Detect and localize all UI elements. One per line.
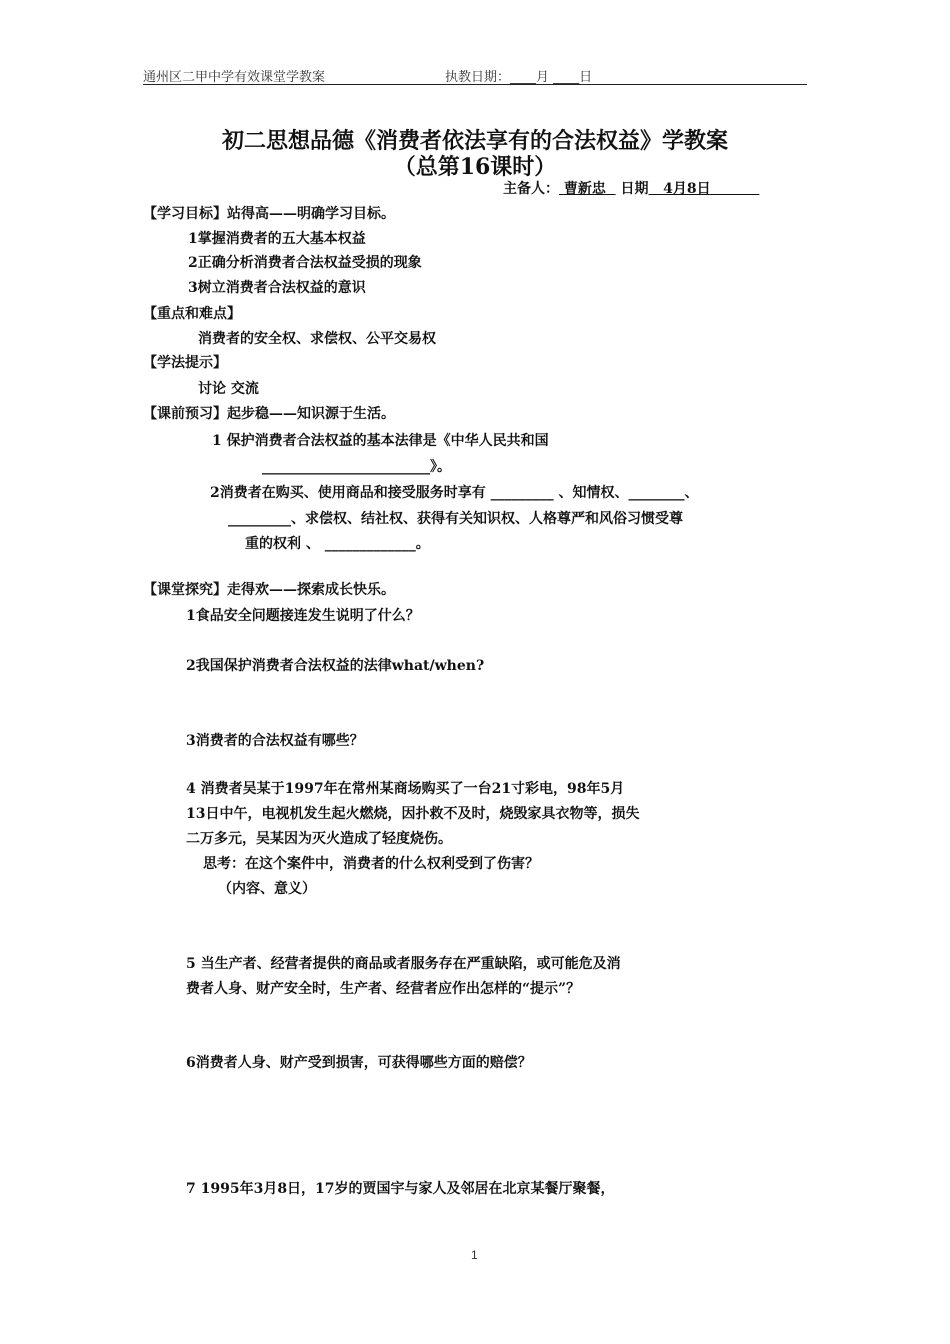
section-goals-title: 【学习目标】站得高——明确学习目标。 (143, 206, 395, 222)
method-content: 讨论 交流 (198, 381, 259, 397)
preview-q1: 1 保护消费者合法权益的基本法律是《中华人民共和国 (212, 433, 549, 449)
preview-q2: 2消费者在购买、使用商品和接受服务时享有 _________ 、知情权、________、 (210, 485, 699, 501)
preview-q2-cont: _________、求偿权、结社权、获得有关知识权、人格尊严和风俗习惯受尊 (228, 511, 683, 527)
header-school: 通州区二甲中学有效课堂学教案 (143, 70, 326, 85)
explore-q5-cont: 费者人身、财产安全时，生产者、经营者应作出怎样的“提示”？ (186, 981, 581, 997)
preview-q2-end: 重的权利 、 _____________。 (245, 536, 430, 552)
section-explore-title: 【课堂探究】走得欢——探索成长快乐。 (143, 582, 395, 598)
section-keypoints-title: 【重点和难点】 (143, 306, 241, 322)
preparer-label: 主备人： (503, 181, 559, 197)
page-number: 1 (471, 1248, 478, 1262)
preparer-name: 曹新忠 (563, 181, 606, 197)
explore-q4-cont: 13日中午，电视机发生起火燃烧，因扑救不及时，烧毁家具衣物等，损失 (186, 806, 640, 822)
preparer-date: 4月8日 (663, 181, 711, 197)
explore-q2: 2我国保护消费者合法权益的法律what/when? (186, 658, 485, 674)
section-method-title: 【学法提示】 (143, 355, 227, 371)
explore-q7: 7 1995年3月8日，17岁的贾国宇与家人及邻居在北京某餐厅聚餐， (186, 1181, 615, 1197)
explore-q4-think: 思考：在这个案件中，消费者的什么权利受到了伤害？ (203, 856, 539, 872)
keypoints-content: 消费者的安全权、求偿权、公平交易权 (198, 331, 436, 347)
explore-q6: 6消费者人身、财产受到损害，可获得哪些方面的赔偿？ (186, 1055, 532, 1071)
header-divider (143, 84, 807, 85)
preparer-date-label: 日期 (620, 181, 649, 197)
section-preview-title: 【课前预习】起步稳——知识源于生活。 (143, 406, 395, 422)
goal-item: 3树立消费者合法权益的意识 (188, 280, 366, 296)
page-title: 初二思想品德《消费者依法享有的合法权益》学教案 (221, 128, 728, 154)
preparer-line (503, 178, 759, 198)
explore-q1: 1食品安全问题接连发生说明了什么？ (186, 608, 420, 624)
preview-q1-blank: ________________________》。 (262, 459, 451, 475)
goal-item: 2正确分析消费者合法权益受损的现象 (188, 255, 422, 271)
explore-q4-note: （内容、意义） (218, 881, 316, 897)
goal-item: 1掌握消费者的五大基本权益 (188, 231, 366, 247)
explore-q3: 3消费者的合法权益有哪些？ (186, 733, 364, 749)
explore-q4-end: 二万多元，吴某因为灭火造成了轻度烧伤。 (186, 831, 452, 847)
explore-q5: 5 当生产者、经营者提供的商品或者服务存在严重缺陷，或可能危及消 (186, 956, 621, 972)
header-date: 执教日期：____月 ____日 (445, 70, 593, 85)
explore-q4: 4 消费者吴某于1997年在常州某商场购买了一台21寸彩电，98年5月 (186, 781, 625, 797)
page-subtitle: （总第16课时） (393, 154, 557, 180)
